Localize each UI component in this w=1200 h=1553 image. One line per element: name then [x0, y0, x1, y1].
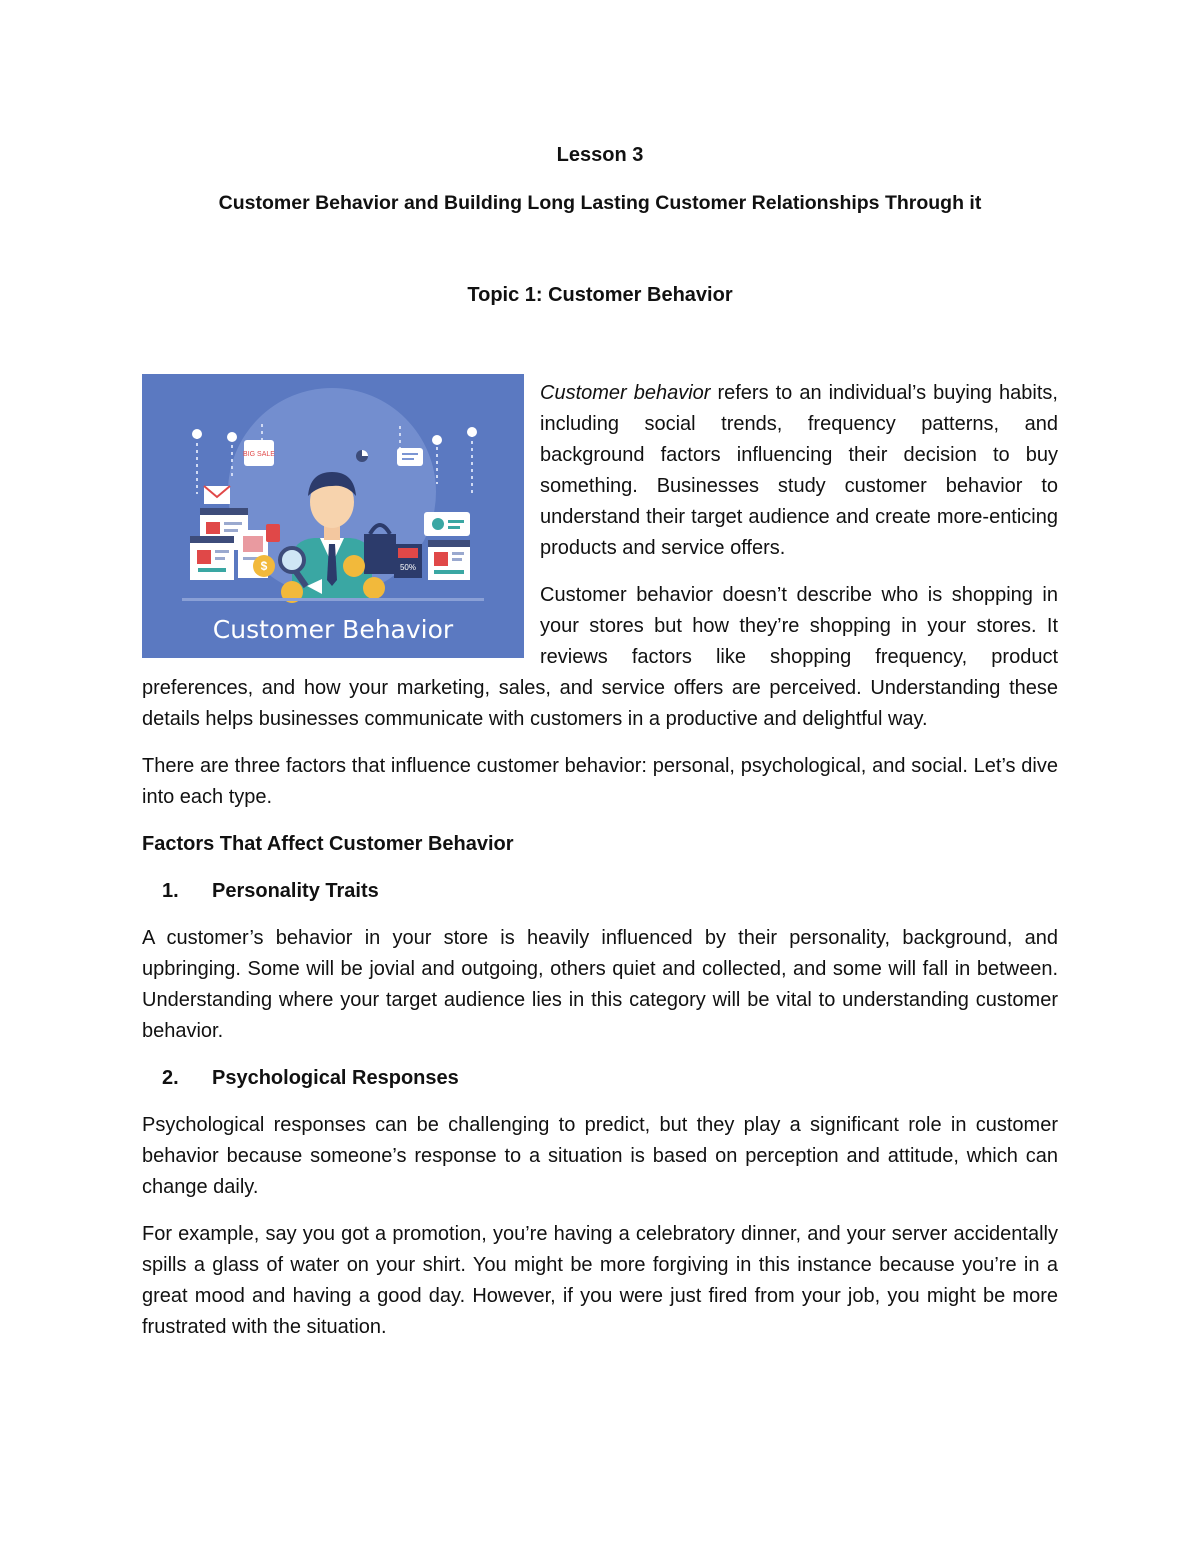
factor-number: 2.: [162, 1067, 179, 1089]
pie-chart-icon: [356, 450, 368, 462]
paragraph-three-factors: There are three factors that influence customer behavior: personal, psychological, and social. Let’s dive into each type.: [142, 755, 1058, 808]
illustration-graphic: [142, 374, 524, 658]
discount-tag-text: 50%: [399, 563, 417, 572]
sale-badge-text: BIG SALE: [243, 451, 275, 458]
chat-bubble-icon: [397, 448, 423, 466]
currency-symbol: $: [260, 559, 268, 573]
factor-title: Psychological Responses: [212, 1067, 459, 1089]
factor-heading-1: [142, 876, 1058, 907]
document-body: [142, 374, 1058, 1359]
paragraph-how-shopping: Customer behavior doesn’t describe who is shopping in your stores but how they’re shopping in your stores. It reviews factors like shopping frequency, product preferences, and how your marketing, sales, and service offers are perceived. Understanding these details helps businesses communicate with customers in a productive and delightful way.: [142, 584, 1058, 730]
factor-1-paragraph: A customer’s behavior in your store is heavily influenced by their personality, background, and upbringing. Some will be jovial and outgoing, others quiet and collected, and some will fall in between. Understanding where your target audience lies in this category will be vital to understanding customer behavior.: [142, 927, 1058, 1042]
illustration-caption: Customer Behavior: [212, 615, 454, 644]
section-heading: Factors That Affect Customer Behavior: [142, 833, 514, 855]
customer-behavior-illustration: [142, 374, 524, 658]
factor-2-paragraph: Psychological responses can be challenging to predict, but they play a significant role in customer behavior because someone’s response to a situation is based on perception and attitude, which can change daily.: [142, 1114, 1058, 1198]
topic-title: Topic 1: Customer Behavior: [467, 284, 733, 306]
store-window-icon: [428, 540, 470, 580]
course-title: Customer Behavior and Building Long Lasting Customer Relationships Through it: [218, 192, 982, 214]
factor-title: Personality Traits: [212, 880, 379, 902]
shopping-cart-icon: [190, 536, 234, 580]
factor-2-example-paragraph: For example, say you got a promotion, you’re having a celebratory dinner, and your server accidentally spills a glass of water on your shirt. You might be more forgiving in this instance because you’re in a great mood and having a good day. However, if you were just fired from your job, you might be more frustrated with the situation.: [142, 1223, 1058, 1338]
discount-tag-icon: [394, 544, 422, 578]
intro-text: refers to an individual’s buying habits, including social trends, frequency patterns, and background factors influencing their decision to buy something. Businesses study customer behavior to understand their target audience and create more-enticing products and service offers.: [540, 382, 1058, 559]
lesson-title: Lesson 3: [556, 144, 644, 166]
intro-term: Customer behavior: [540, 382, 711, 404]
factor-number: 1.: [162, 880, 179, 902]
factor-heading-2: [142, 1063, 1058, 1094]
envelope-icon: [204, 486, 230, 504]
sale-badge: [243, 440, 275, 466]
money-card-icon: [424, 512, 470, 536]
